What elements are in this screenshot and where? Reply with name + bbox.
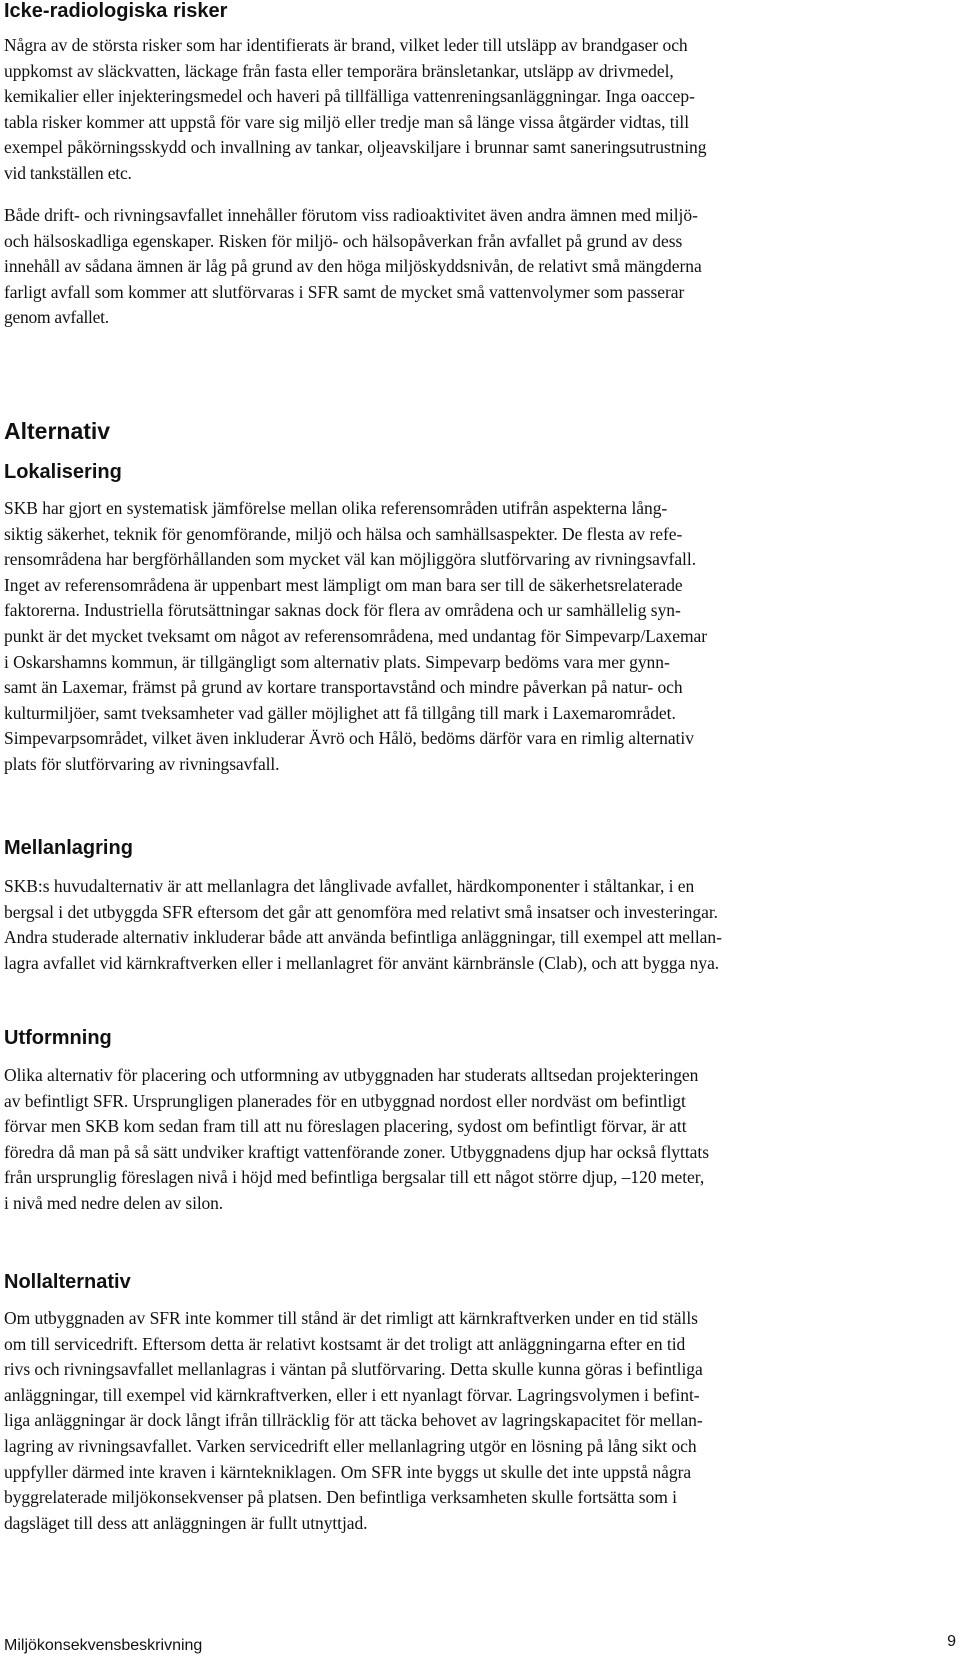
text-line: kulturmiljöer, samt tveksamheter vad gäller möjlighet att få tillgång till mark i Laxemarområdet. <box>4 702 676 723</box>
text-line: Andra studerade alternativ inkluderar både att använda befintliga anläggningar, till exempel att mellan- <box>4 927 722 948</box>
text-line: rensområdena har bergförhållanden som mycket väl kan möjliggöra slutförvaring av rivningsavfall. <box>4 549 697 570</box>
text-line: uppfyller därmed inte kraven i kärntekniklagen. Om SFR inte byggs ut skulle det inte uppstå några <box>4 1461 692 1482</box>
heading-icke-radiologiska-risker: Icke-radiologiska risker <box>4 0 228 22</box>
text-line: innehåll av sådana ämnen är låg på grund av den höga miljöskyddsnivån, de relativt små mängderna <box>4 256 702 277</box>
text-line: anläggningar, till exempel vid kärnkraftverken, eller i ett nyanlagt förvar. Lagringsvolymen i befint- <box>4 1384 700 1405</box>
text-line: föredra då man på så sätt undviker kraftigt vattenförande zoner. Utbyggnadens djup har också flyttats <box>4 1141 709 1162</box>
text-line: i Oskarshamns kommun, är tillgängligt som alternativ plats. Simpevarp bedöms vara mer gynn- <box>4 651 670 672</box>
text-line: i nivå med nedre delen av silon. <box>4 1192 224 1213</box>
text-line: rivs och rivningsavfallet mellanlagras i väntan på slutförvaring. Detta skulle kunna göras i befintliga <box>4 1359 703 1380</box>
text-line: och hälsoskadliga egenskaper. Risken för miljö- och hälsopåverkan från avfallet på grund av dess <box>4 230 683 251</box>
paragraph-risker-1 <box>4 33 956 187</box>
text-line: vid tankställen etc. <box>4 162 132 183</box>
text-line: liga anläggningar är dock långt ifrån tillräcklig för att täcka behovet av lagringskapacitet för mellan- <box>4 1410 703 1431</box>
text-line: från ursprunglig föreslagen nivå i höjd med befintliga bergsalar till ett något större djup, –120 meter, <box>4 1167 705 1188</box>
paragraph-utformning <box>4 1063 956 1217</box>
heading-alternativ: Alternativ <box>4 418 111 444</box>
text-line: byggrelaterade miljökonsekvenser på platsen. Den befintliga verksamheten skulle fortsätta som i <box>4 1487 677 1508</box>
text-line: plats för slutförvaring av rivningsavfall. <box>4 753 280 774</box>
heading-nollalternativ: Nollalternativ <box>4 1271 131 1293</box>
heading-utformning: Utformning <box>4 1027 112 1049</box>
text-line: farligt avfall som kommer att slutförvaras i SFR samt de mycket små vattenvolymer som passerar <box>4 281 685 302</box>
text-line: Simpevarpsområdet, vilket även inkluderar Ävrö och Hålö, bedöms därför vara en rimlig alternativ <box>4 728 694 749</box>
text-line: Om utbyggnaden av SFR inte kommer till stånd är det rimligt att kärnkraftverken under en tid ställs <box>4 1308 698 1328</box>
text-line: kemikalier eller injekteringsmedel och haveri på tillfälliga vattenreningsanläggningar. Inga oaccep- <box>4 86 695 107</box>
text-line: tabla risker kommer att uppstå för vare sig miljö eller tredje man så länge vissa åtgärder vidtas, till <box>4 111 690 132</box>
text-line: siktig säkerhet, teknik för genomförande, miljö och hälsa och samhällsaspekter. De flesta av refe- <box>4 523 683 544</box>
text-line: uppkomst av släckvatten, läckage från fasta eller temporära bränsletankar, utsläpp av drivmedel, <box>4 60 674 81</box>
text-line: lagring av rivningsavfallet. Varken servicedrift eller mellanlagring utgör en lösning på lång sikt och <box>4 1435 697 1456</box>
text-line: Några av de största risker som har identifierats är brand, vilket leder till utsläpp av brandgaser och <box>4 35 688 55</box>
text-line: exempel påkörningsskydd och invallning av tankar, oljeavskiljare i brunnar samt saneringsutrustning <box>4 137 707 158</box>
text-line: punkt är det mycket tveksamt om något av referensområdena, med undantag för Simpevarp/Laxemar <box>4 625 708 646</box>
paragraph-mellanlagring <box>4 874 956 976</box>
text-line: SKB:s huvudalternativ är att mellanlagra det långlivade avfallet, härdkomponenter i ståltankar, i en <box>4 876 695 896</box>
paragraph-nollalternativ <box>4 1306 956 1536</box>
text-line: Både drift- och rivningsavfallet innehåller förutom viss radioaktivitet även andra ämnen med miljö- <box>4 205 698 225</box>
text-line: av befintligt SFR. Ursprungligen planerades för en utbyggnad nordost eller nordväst om befintligt <box>4 1090 686 1111</box>
text-line: lagra avfallet vid kärnkraftverken eller i mellanlagret för använt kärnbränsle (Clab), och att bygga nya. <box>4 952 720 973</box>
text-line: dagsläget till dess att anläggningen är fullt utnyttjad. <box>4 1512 368 1533</box>
text-line: genom avfallet. <box>4 307 109 328</box>
text-line: faktorerna. Industriella förutsättningar saknas dock för flera av områdena och ur samhällelig syn- <box>4 600 681 621</box>
text-line: Inget av referensområdena är uppenbart mest lämpligt om man bara ser till de säkerhetsrelaterade <box>4 574 683 595</box>
paragraph-lokalisering <box>4 496 956 778</box>
footer-page-number: 9 <box>947 1633 956 1650</box>
heading-lokalisering: Lokalisering <box>4 461 122 483</box>
text-line: om till servicedrift. Eftersom detta är relativt kostsamt är det troligt att anläggningarna efter en tid <box>4 1333 686 1354</box>
footer-document-title: Miljökonsekvensbeskrivning <box>4 1637 203 1654</box>
heading-mellanlagring: Mellanlagring <box>4 837 133 859</box>
text-line: bergsal i det utbyggda SFR eftersom det går att genomföra med relativt små insatser och investeringar. <box>4 901 718 922</box>
paragraph-risker-2 <box>4 203 956 331</box>
text-line: Olika alternativ för placering och utformning av utbyggnaden har studerats alltsedan projekteringen <box>4 1065 699 1085</box>
text-line: förvar men SKB kom sedan fram till att nu föreslagen placering, sydost om befintligt förvar, är att <box>4 1116 687 1137</box>
text-line: samt än Laxemar, främst på grund av kortare transportavstånd och mindre påverkan på natur- och <box>4 677 683 698</box>
text-line: SKB har gjort en systematisk jämförelse mellan olika referensområden utifrån aspekterna lång- <box>4 498 668 518</box>
